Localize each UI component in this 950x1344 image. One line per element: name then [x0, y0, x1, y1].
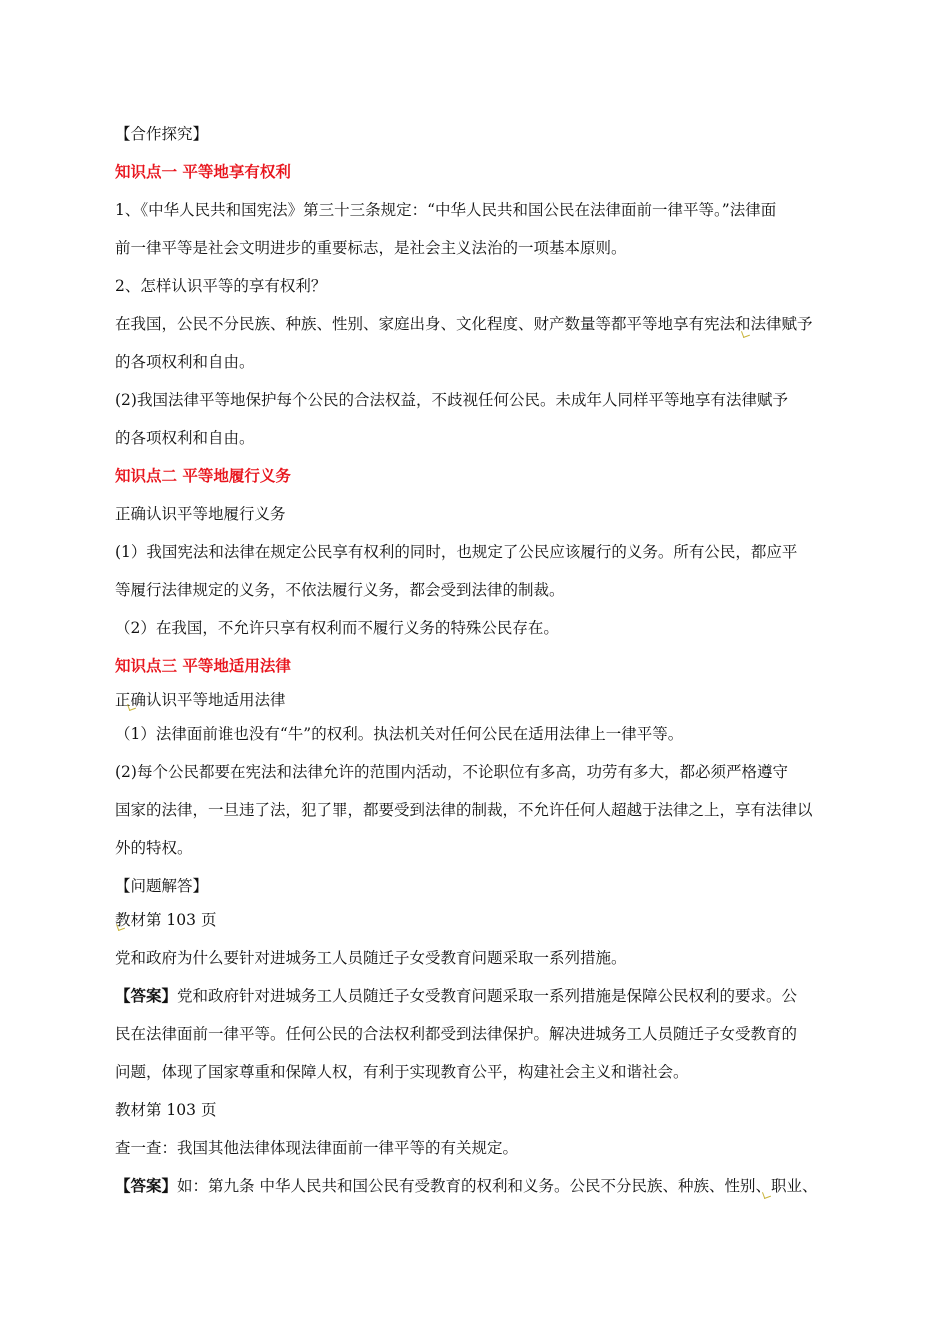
kp3-paragraph-2-line-1: (2)每个公民都要在宪法和法律允许的范围内活动，不论职位有多高，功劳有多大，都必须严格遵守: [115, 763, 788, 781]
kp3-paragraph-2-line-2: 国家的法律，一旦违了法，犯了罪，都要受到法律的制裁，不允许任何人超越于法律之上，享有法律以: [115, 801, 813, 819]
knowledge-point-1-title: 知识点一 平等地享有权利: [115, 163, 291, 181]
kp1-paragraph-1-line-2: 前一律平等是社会文明进步的重要标志，是社会主义法治的一项基本原则。: [115, 239, 627, 257]
kp3-paragraph-2-line-3: 外的特权。: [115, 839, 193, 857]
textbook-reference-1: 教材第 103 页: [115, 911, 217, 929]
answer-2-text: 如：第九条 中华人民共和国公民有受教育的权利和义务。公民不分民族、种族、性别、职业、: [177, 1177, 818, 1195]
knowledge-point-3-title: 知识点三 平等地适用法律: [115, 657, 291, 675]
answer-1-line-2: 民在法律面前一律平等。任何公民的合法权利都受到法律保护。解决进城务工人员随迁子女受教育的: [115, 1025, 798, 1043]
knowledge-point-2-title: 知识点二 平等地履行义务: [115, 467, 291, 485]
section-heading-cooperative-inquiry: 【合作探究】: [115, 125, 209, 143]
kp2-subtitle: 正确认识平等地履行义务: [115, 505, 286, 523]
answer-2-line-1: [115, 1176, 840, 1196]
kp2-paragraph-1-line-2: 等履行法律规定的义务，不依法履行义务，都会受到法律的制裁。: [115, 581, 565, 599]
kp2-paragraph-1-line-1: (1）我国宪法和法律在规定公民享有权利的同时，也规定了公民应该履行的义务。所有公民，都应平: [115, 543, 798, 561]
kp1-paragraph-2-line-1: 在我国，公民不分民族、种族、性别、家庭出身、文化程度、财产数量等都平等地享有宪法和法律赋予: [115, 315, 813, 333]
kp2-paragraph-2: （2）在我国，不允许只享有权利而不履行义务的特殊公民存在。: [115, 619, 559, 637]
kp1-paragraph-3-line-1: (2)我国法律平等地保护每个公民的合法权益，不歧视任何公民。未成年人同样平等地享有法律赋予: [115, 391, 788, 409]
kp3-paragraph-1: （1）法律面前谁也没有“牛”的权利。执法机关对任何公民在适用法律上一律平等。: [115, 725, 684, 743]
question-1: 党和政府为什么要针对进城务工人员随迁子女受教育问题采取一系列措施。: [115, 949, 627, 967]
answer-1-line-1: [115, 986, 840, 1006]
answer-1-text: 党和政府针对进城务工人员随迁子女受教育问题采取一系列措施是保障公民权利的要求。公: [177, 987, 798, 1005]
kp1-question-2: 2、怎样认识平等的享有权利？: [115, 277, 327, 295]
answer-label: 【答案】: [115, 1176, 178, 1195]
answer-label: 【答案】: [115, 986, 178, 1005]
kp1-paragraph-3-line-2: 的各项权利和自由。: [115, 429, 255, 447]
kp3-subtitle: 正确认识平等地适用法律: [115, 691, 286, 709]
question-2: 查一查：我国其他法律体现法律面前一律平等的有关规定。: [115, 1139, 519, 1157]
section-heading-qa: 【问题解答】: [115, 877, 209, 895]
textbook-reference-2: 教材第 103 页: [115, 1101, 217, 1119]
kp1-paragraph-1-line-1: 1、《中华人民共和国宪法》第三十三条规定：“中华人民共和国公民在法律面前一律平等。”法律面: [115, 201, 777, 219]
answer-1-line-3: 问题，体现了国家尊重和保障人权，有利于实现教育公平，构建社会主义和谐社会。: [115, 1063, 689, 1081]
kp1-paragraph-2-line-2: 的各项权利和自由。: [115, 353, 255, 371]
